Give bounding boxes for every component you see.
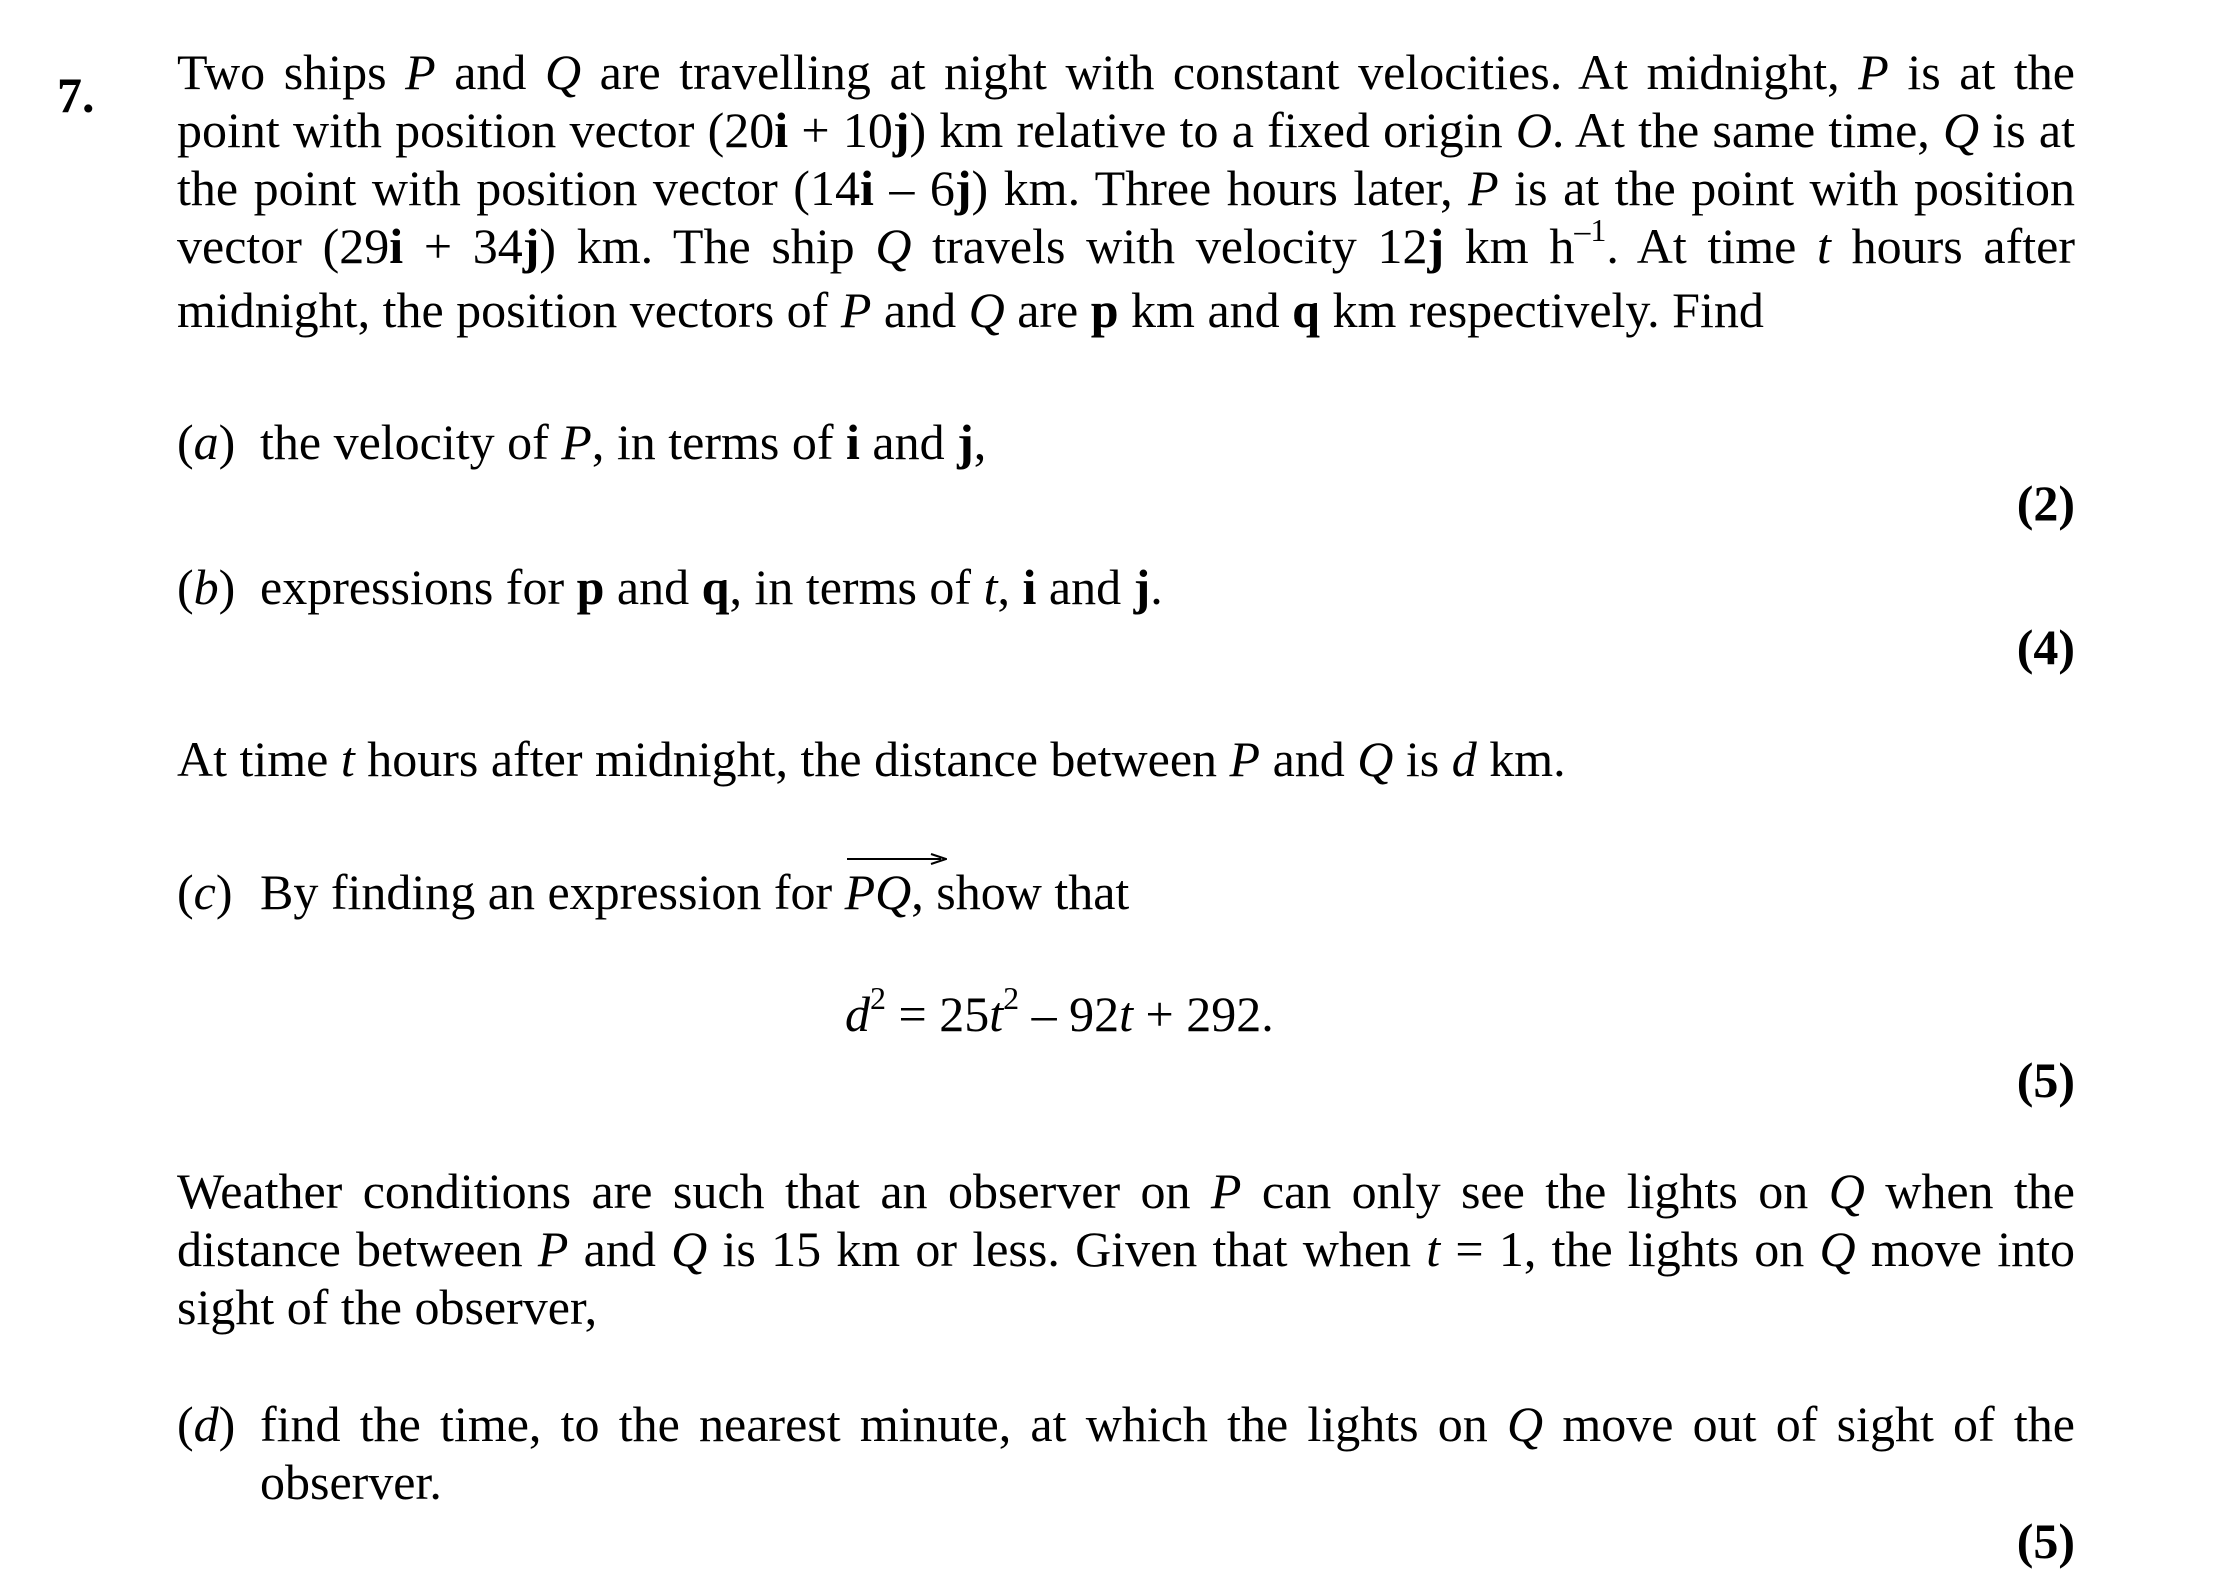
- part-d: (d) find the time, to the nearest minute, at which the lights on Q move out of sight of the observer.: [177, 1396, 2076, 1510]
- weather-statement: Weather conditions are such that an observer on P can only see the lights on Q when the distance between P and Q is 15 km or less. Given that when t = 1, the lights on Q move into sight of the observer,: [177, 1163, 2076, 1335]
- vector-arrow-icon: [847, 853, 947, 865]
- part-b: (b) expressions for p and q, in terms of t, i and j.: [177, 559, 1163, 615]
- part-c-label: (c): [177, 864, 233, 920]
- equation: $d^2 = 25t^2 - 92t + 292$.: [845, 980, 1274, 1042]
- part-b-marks: (4): [2016, 619, 2075, 675]
- part-d-marks: (5): [2016, 1513, 2075, 1569]
- part-a-marks: (2): [2016, 475, 2075, 531]
- part-d-label: (d): [177, 1396, 236, 1452]
- question-number: 7.: [57, 67, 95, 123]
- part-a-label: (a): [177, 414, 236, 470]
- part-c: (c) By finding an expression for PQ, show that: [177, 863, 2075, 921]
- distance-statement: At time t hours after midnight, the distance between P and Q is d km.: [177, 731, 1566, 787]
- question-intro: Two ships P and Q are travelling at night with constant velocities. At midnight, P is at the point with position vector (20i + 10j) km relative to a fixed origin O. At the same time, Q is at the point with position vector (14i – 6j) km. Three hours later, P is at the point with position vector (29i + 34j) km. The ship Q travels with velocity 12j km $h^{-1}$. At time t hours after midnight, the position vectors of P and Q are p km and q km respectively. Find: [177, 44, 2076, 338]
- part-c-marks: (5): [2016, 1052, 2075, 1108]
- vector-pq: PQ: [845, 863, 912, 921]
- part-a: (a) the velocity of P, in terms of i and j,: [177, 414, 987, 470]
- part-b-label: (b): [177, 559, 236, 615]
